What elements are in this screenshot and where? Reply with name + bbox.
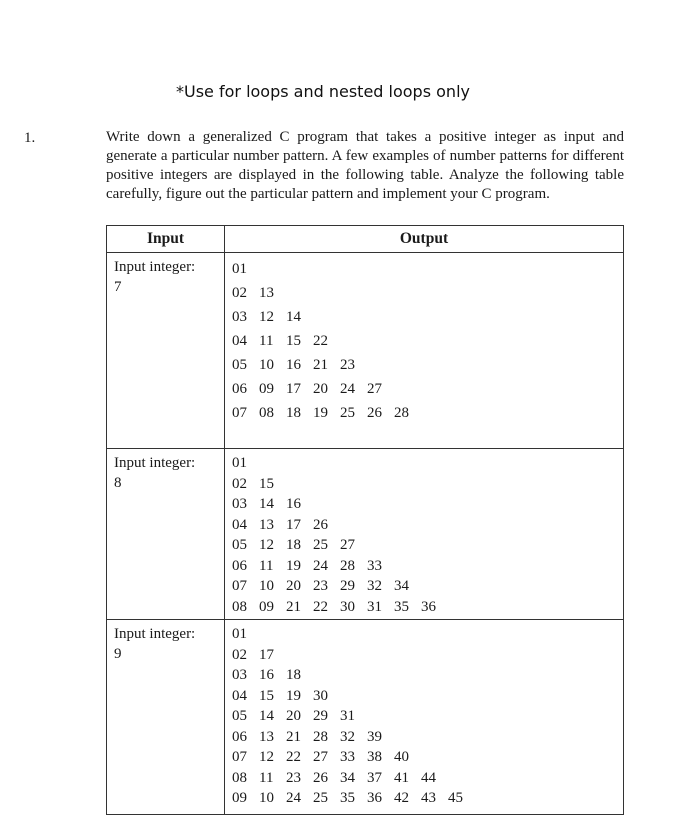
pattern-number: 17 bbox=[286, 516, 301, 533]
pattern-number: 01 bbox=[232, 455, 247, 471]
pattern-number: 30 bbox=[313, 687, 328, 704]
pattern-number: 26 bbox=[367, 405, 382, 421]
pattern-number: 14 bbox=[259, 708, 274, 724]
pattern-number: 21 bbox=[286, 728, 301, 745]
pattern-number: 10 bbox=[259, 578, 274, 594]
pattern-number: 32 bbox=[367, 578, 382, 594]
pattern-number: 27 bbox=[313, 749, 328, 765]
pattern-number: 38 bbox=[367, 749, 382, 765]
pattern-number: 19 bbox=[313, 405, 328, 421]
pattern-number: 01 bbox=[232, 261, 247, 277]
pattern-number: 09 bbox=[259, 598, 274, 615]
pattern-number: 16 bbox=[259, 667, 274, 683]
pattern-number: 10 bbox=[259, 790, 274, 806]
pattern-number: 25 bbox=[313, 790, 328, 806]
pattern-number: 33 bbox=[367, 557, 382, 574]
pattern-row bbox=[232, 353, 623, 377]
pattern-number: 01 bbox=[232, 626, 247, 642]
pattern-number: 03 bbox=[232, 309, 247, 325]
pattern-number: 31 bbox=[367, 598, 382, 615]
pattern-number: 32 bbox=[340, 728, 355, 745]
pattern-number: 11 bbox=[259, 557, 274, 574]
pattern-number: 29 bbox=[313, 708, 328, 724]
pattern-number: 13 bbox=[259, 728, 274, 745]
pattern-number: 28 bbox=[340, 557, 355, 574]
output-header: Output bbox=[225, 226, 624, 253]
pattern-number: 19 bbox=[286, 687, 301, 704]
input-cell bbox=[107, 253, 225, 449]
pattern-number: 20 bbox=[286, 578, 301, 594]
pattern-number: 02 bbox=[232, 285, 247, 301]
pattern-row bbox=[232, 597, 623, 618]
pattern-number: 13 bbox=[259, 285, 274, 301]
pattern-number: 03 bbox=[232, 496, 247, 512]
output-cell bbox=[225, 620, 624, 815]
pattern-row bbox=[232, 281, 623, 305]
pattern-row bbox=[232, 401, 623, 425]
pattern-number: 06 bbox=[232, 381, 247, 397]
output-cell bbox=[225, 449, 624, 620]
pattern-row bbox=[232, 665, 623, 686]
pattern-number: 42 bbox=[394, 790, 409, 806]
input-value: 8 bbox=[114, 475, 122, 491]
pattern-number: 09 bbox=[259, 381, 274, 397]
pattern-number: 18 bbox=[286, 667, 301, 683]
pattern-number: 11 bbox=[259, 769, 274, 786]
pattern-number: 26 bbox=[313, 516, 328, 533]
pattern-row bbox=[232, 377, 623, 401]
pattern-row bbox=[232, 686, 623, 707]
pattern-number: 08 bbox=[259, 405, 274, 421]
pattern-number: 06 bbox=[232, 557, 247, 574]
pattern-number: 35 bbox=[394, 598, 409, 615]
pattern-number: 12 bbox=[259, 309, 274, 325]
pattern-row bbox=[232, 624, 623, 645]
pattern-number: 07 bbox=[232, 749, 247, 765]
pattern-number: 16 bbox=[286, 357, 301, 373]
pattern-number: 33 bbox=[340, 749, 355, 765]
input-label: Input integer: bbox=[114, 626, 196, 642]
pattern-number: 23 bbox=[313, 578, 328, 594]
pattern-number: 12 bbox=[259, 537, 274, 553]
pattern-row bbox=[232, 494, 623, 515]
pattern-number: 29 bbox=[340, 578, 355, 594]
pattern-number: 23 bbox=[340, 357, 355, 373]
pattern-number: 09 bbox=[232, 790, 247, 806]
pattern-row bbox=[232, 556, 623, 577]
pattern-number: 22 bbox=[286, 749, 301, 765]
pattern-number: 34 bbox=[340, 769, 355, 786]
pattern-number: 20 bbox=[313, 381, 328, 397]
example-row-2 bbox=[107, 449, 624, 620]
pattern-number: 39 bbox=[367, 728, 382, 745]
pattern-number: 17 bbox=[259, 646, 274, 663]
pattern-number: 14 bbox=[286, 309, 301, 325]
pattern-number: 31 bbox=[340, 708, 355, 724]
pattern-number: 11 bbox=[259, 333, 274, 349]
pattern-number: 16 bbox=[286, 496, 301, 512]
pattern-number: 27 bbox=[367, 381, 382, 397]
pattern-number: 28 bbox=[394, 405, 409, 421]
pattern-table bbox=[106, 225, 624, 815]
pattern-row bbox=[232, 747, 623, 768]
input-value: 7 bbox=[114, 279, 122, 295]
pattern-number: 05 bbox=[232, 357, 247, 373]
pattern-number: 04 bbox=[232, 333, 247, 349]
pattern-number: 22 bbox=[313, 333, 328, 349]
pattern-row bbox=[232, 305, 623, 329]
pattern-row bbox=[232, 474, 623, 495]
pattern-number: 23 bbox=[286, 769, 301, 786]
pattern-number: 04 bbox=[232, 516, 247, 533]
pattern-row bbox=[232, 727, 623, 748]
pattern-number: 28 bbox=[313, 728, 328, 745]
pattern-number: 22 bbox=[313, 598, 328, 615]
pattern-row bbox=[232, 788, 623, 809]
pattern-number: 07 bbox=[232, 578, 247, 594]
input-value: 9 bbox=[114, 646, 122, 662]
pattern-number: 03 bbox=[232, 667, 247, 683]
pattern-number: 25 bbox=[313, 537, 328, 553]
pattern-number: 26 bbox=[313, 769, 328, 786]
instruction-note: *Use for loops and nested loops only bbox=[176, 82, 470, 101]
pattern-row bbox=[232, 329, 623, 353]
pattern-row bbox=[232, 768, 623, 789]
pattern-number: 24 bbox=[340, 381, 355, 397]
input-cell bbox=[107, 620, 225, 815]
pattern-number: 15 bbox=[259, 475, 274, 492]
pattern-number: 30 bbox=[340, 598, 355, 615]
pattern-number: 44 bbox=[421, 769, 436, 786]
pattern-number: 10 bbox=[259, 357, 274, 373]
pattern-number: 21 bbox=[286, 598, 301, 615]
pattern-number: 15 bbox=[259, 687, 274, 704]
pattern-row bbox=[232, 576, 623, 597]
pattern-number: 13 bbox=[259, 516, 274, 533]
pattern-number: 07 bbox=[232, 405, 247, 421]
question-number: 1. bbox=[24, 130, 36, 146]
pattern-number: 12 bbox=[259, 749, 274, 765]
pattern-row bbox=[232, 645, 623, 666]
pattern-row bbox=[232, 515, 623, 536]
pattern-row bbox=[232, 257, 623, 281]
pattern-number: 43 bbox=[421, 790, 436, 806]
pattern-number: 05 bbox=[232, 708, 247, 724]
pattern-number: 25 bbox=[340, 405, 355, 421]
pattern-number: 45 bbox=[448, 790, 463, 806]
pattern-row bbox=[232, 535, 623, 556]
pattern-number: 36 bbox=[421, 598, 436, 615]
pattern-number: 24 bbox=[286, 790, 301, 806]
pattern-number: 20 bbox=[286, 708, 301, 724]
input-label: Input integer: bbox=[114, 455, 196, 471]
input-header: Input bbox=[107, 226, 225, 253]
pattern-number: 37 bbox=[367, 769, 382, 786]
input-cell bbox=[107, 449, 225, 620]
pattern-number: 15 bbox=[286, 333, 301, 349]
pattern-number: 18 bbox=[286, 537, 301, 553]
output-cell bbox=[225, 253, 624, 449]
example-row-3 bbox=[107, 620, 624, 815]
pattern-number: 35 bbox=[340, 790, 355, 806]
pattern-number: 18 bbox=[286, 405, 301, 421]
example-row-1 bbox=[107, 253, 624, 449]
pattern-number: 08 bbox=[232, 769, 247, 786]
pattern-number: 41 bbox=[394, 769, 409, 786]
pattern-number: 34 bbox=[394, 578, 409, 594]
pattern-number: 24 bbox=[313, 557, 328, 574]
pattern-number: 06 bbox=[232, 728, 247, 745]
pattern-row bbox=[232, 453, 623, 474]
pattern-number: 27 bbox=[340, 537, 355, 553]
pattern-number: 14 bbox=[259, 496, 274, 512]
pattern-number: 17 bbox=[286, 381, 301, 397]
pattern-number: 04 bbox=[232, 687, 247, 704]
pattern-number: 02 bbox=[232, 475, 247, 492]
question-text: Write down a generalized C program that takes a positive integer as input and generate a particular number pattern. A few examples of number patterns for different positive integers are displayed in the following table. Analyze the following table carefully, figure out the particular pattern and implement your C program. bbox=[106, 129, 624, 202]
pattern-number: 36 bbox=[367, 790, 382, 806]
table-header-row bbox=[107, 226, 624, 253]
pattern-number: 21 bbox=[313, 357, 328, 373]
pattern-number: 05 bbox=[232, 537, 247, 553]
pattern-number: 08 bbox=[232, 598, 247, 615]
pattern-row bbox=[232, 706, 623, 727]
pattern-number: 02 bbox=[232, 646, 247, 663]
pattern-number: 40 bbox=[394, 749, 409, 765]
pattern-number: 19 bbox=[286, 557, 301, 574]
input-label: Input integer: bbox=[114, 259, 196, 275]
